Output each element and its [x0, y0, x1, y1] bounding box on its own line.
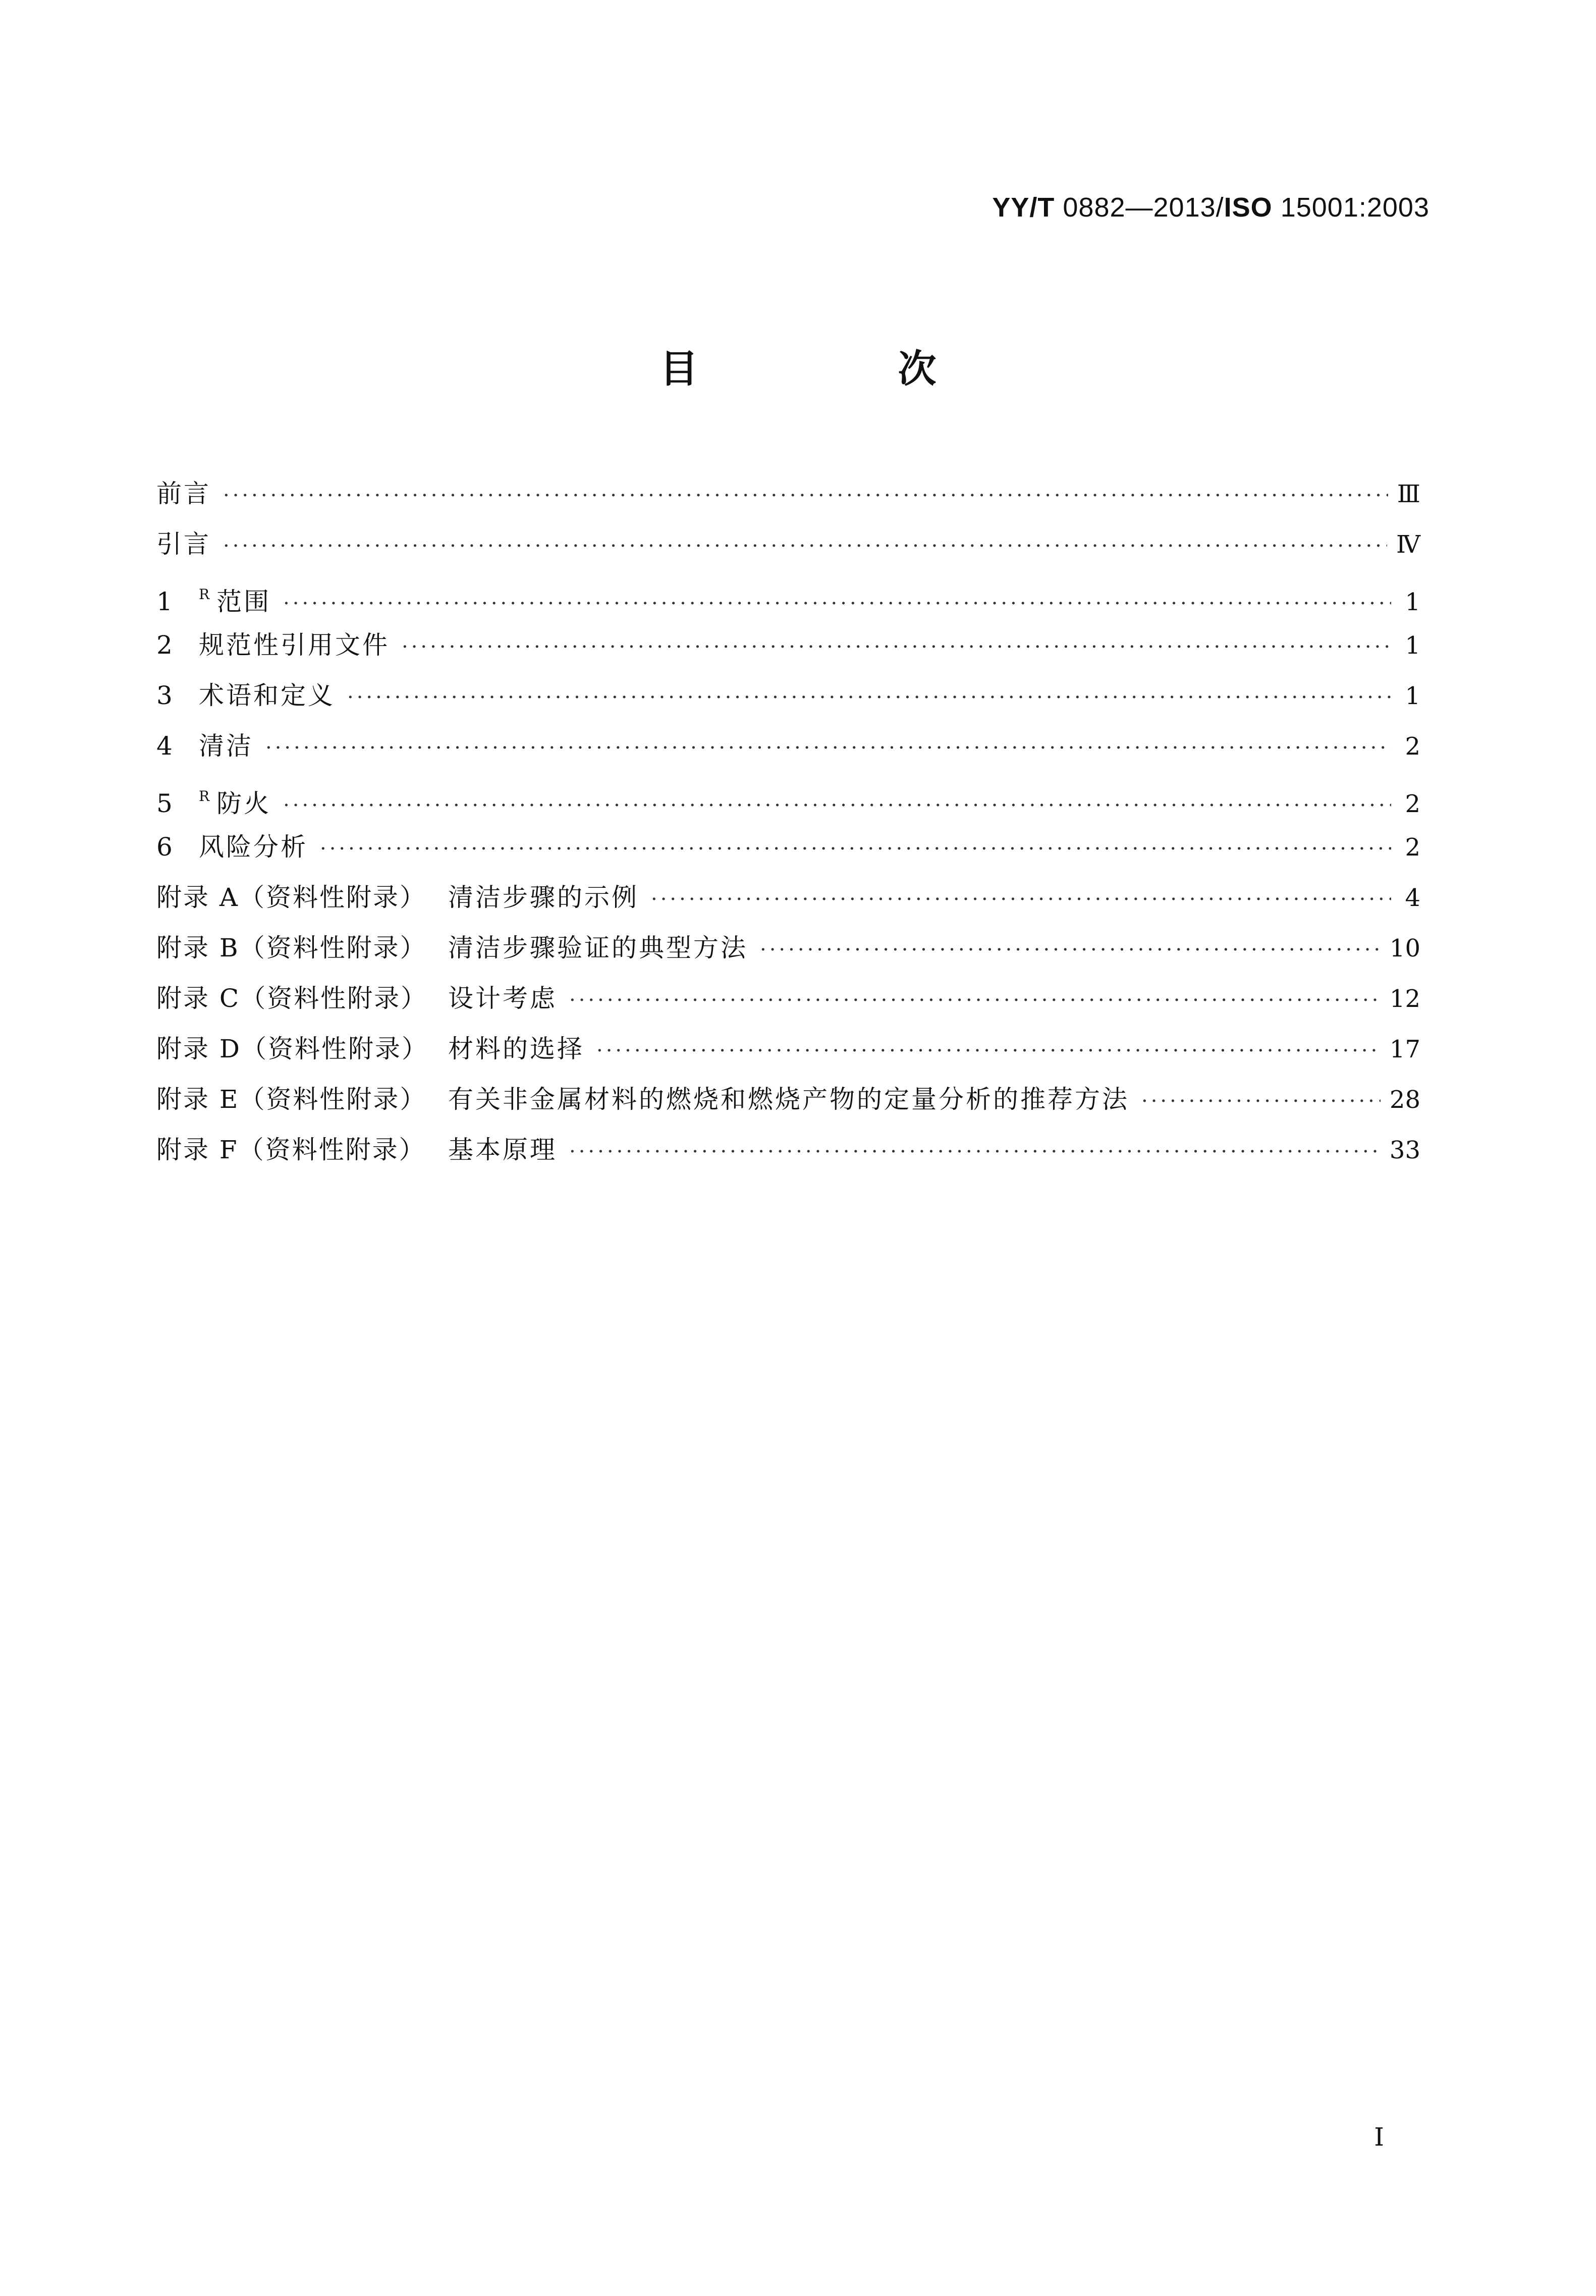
standard-prefix: YY/T [992, 192, 1055, 223]
toc-entry-appendix-b[interactable] [156, 923, 1420, 973]
toc-entry-page: 2 [1405, 833, 1420, 862]
appendix-prefix: 附录 A（资料性附录） [156, 883, 427, 912]
toc-entry-section-3[interactable] [156, 670, 1420, 721]
toc-entry-label: 材料的选择 [448, 1034, 584, 1063]
toc-entry-appendix-e[interactable] [156, 1074, 1420, 1125]
iso-prefix: ISO [1224, 192, 1273, 223]
revision-marker: R [199, 586, 212, 603]
iso-number: 15001:2003 [1280, 192, 1429, 223]
toc-entry-number: 1 [156, 587, 173, 616]
toc-entry-label: 基本原理 [448, 1135, 557, 1164]
toc-entry-page: 28 [1389, 1086, 1420, 1114]
toc-leader-dots [596, 1026, 1381, 1076]
appendix-prefix: 附录 F（资料性附录） [156, 1135, 426, 1164]
toc-leader-dots [347, 672, 1391, 723]
toc-entry-page: 17 [1389, 1035, 1420, 1063]
appendix-prefix: 附录 B（资料性附录） [156, 933, 427, 963]
toc-entry-number: 6 [156, 832, 173, 862]
toc-leader-dots [402, 622, 1391, 672]
toc-entry-section-4[interactable] [156, 721, 1420, 771]
toc-entry-number: 5 [156, 789, 173, 818]
toc-leader-dots [569, 975, 1381, 1026]
toc-entry-label: 清洁 [199, 731, 253, 761]
toc-leader-dots [283, 578, 1391, 629]
toc-entry-appendix-c[interactable] [156, 973, 1420, 1024]
page-number: I [1374, 2122, 1384, 2152]
toc-leader-dots [283, 780, 1391, 831]
toc-entry-number: 3 [156, 681, 173, 710]
toc-leader-dots [320, 824, 1391, 874]
toc-entry-appendix-d[interactable] [156, 1024, 1420, 1074]
appendix-prefix: 附录 D（资料性附录） [156, 1034, 428, 1063]
toc-entry-label-wrap [199, 569, 271, 627]
toc-leader-dots [1141, 1076, 1381, 1127]
toc-entry-page: 33 [1389, 1136, 1420, 1164]
toc-entry-page: 12 [1389, 985, 1420, 1013]
toc-entry-label: 设计考虑 [448, 984, 557, 1013]
revision-marker: R [199, 788, 212, 805]
toc-entry-section-1[interactable] [156, 569, 1420, 620]
toc-entry-label: 范围 [216, 587, 271, 616]
toc-entry-foreword[interactable] [156, 468, 1420, 519]
toc-entry-label: 清洁步骤的示例 [448, 883, 639, 912]
toc-entry-page: 2 [1405, 790, 1420, 818]
toc-entry-section-5[interactable] [156, 771, 1420, 822]
toc-entry-label: 防火 [216, 789, 271, 818]
page-title: 目 次 [659, 346, 1017, 391]
toc-entry-page: Ⅲ [1397, 480, 1420, 508]
standard-number: 0882—2013/ [1063, 192, 1224, 223]
toc-entry-appendix-a[interactable] [156, 872, 1420, 923]
toc-leader-dots [651, 874, 1391, 925]
toc-entry-label: 规范性引用文件 [199, 630, 390, 660]
toc-entry-page: Ⅳ [1396, 530, 1420, 559]
toc-entry-number: 2 [156, 630, 173, 660]
appendix-prefix: 附录 E（资料性附录） [156, 1085, 427, 1114]
toc-entry-page: 1 [1405, 682, 1420, 710]
toc-entry-section-2[interactable] [156, 620, 1420, 670]
toc-entry-page: 4 [1405, 884, 1420, 912]
appendix-prefix: 附录 C（资料性附录） [156, 984, 428, 1013]
toc-entry-page: 1 [1405, 631, 1420, 660]
toc-entry-label: 有关非金属材料的燃烧和燃烧产物的定量分析的推荐方法 [448, 1085, 1129, 1114]
toc-leader-dots [265, 723, 1391, 773]
toc-entry-appendix-f[interactable] [156, 1125, 1420, 1175]
toc-entry-number: 4 [156, 731, 173, 761]
toc-leader-dots [760, 925, 1381, 975]
toc-entry-section-6[interactable] [156, 822, 1420, 872]
toc-entry-label-wrap [199, 771, 271, 829]
toc-leader-dots [223, 470, 1388, 521]
standard-code [992, 192, 1429, 223]
toc-entry-page: 1 [1405, 588, 1420, 616]
toc-entry-page: 10 [1389, 934, 1420, 963]
toc-entry-label: 清洁步骤验证的典型方法 [448, 933, 748, 963]
table-of-contents [156, 468, 1420, 1175]
toc-entry-label: 风险分析 [199, 832, 308, 862]
toc-leader-dots [569, 1127, 1381, 1177]
toc-entry-label: 术语和定义 [199, 681, 335, 710]
toc-entry-label: 引言 [156, 529, 211, 559]
toc-entry-page: 2 [1405, 732, 1420, 761]
toc-leader-dots [223, 521, 1387, 571]
toc-entry-label: 前言 [156, 479, 211, 508]
toc-entry-introduction[interactable] [156, 519, 1420, 569]
